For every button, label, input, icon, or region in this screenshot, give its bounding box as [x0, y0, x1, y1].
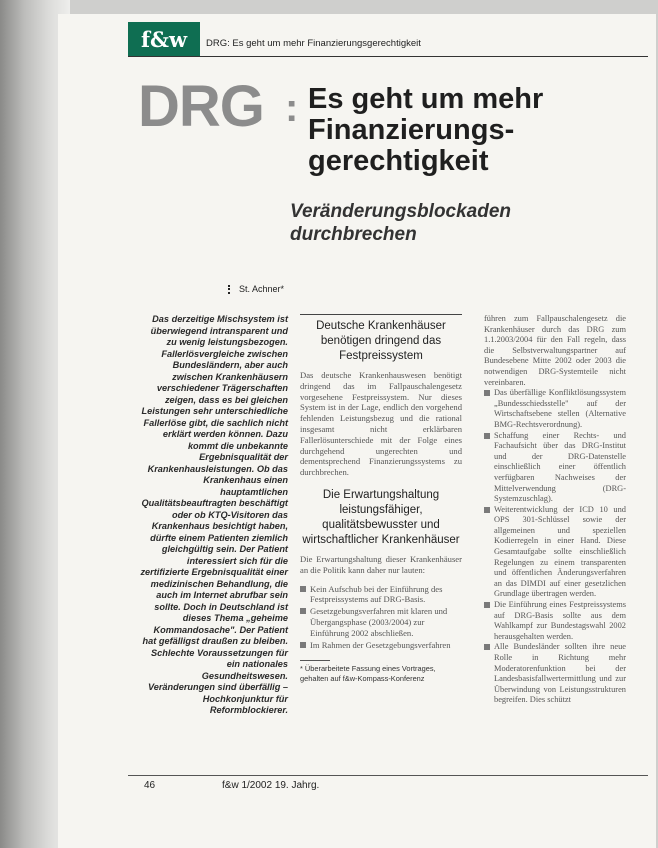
header-divider: [128, 56, 648, 57]
list-item: [484, 505, 626, 600]
square-bullet-icon: [300, 642, 306, 648]
article-subtitle: [290, 200, 620, 246]
author-marker-icon: [228, 285, 233, 294]
subtitle-line: durchbrechen: [290, 224, 417, 245]
square-bullet-icon: [484, 507, 490, 513]
title-acronym: DRG: [138, 74, 264, 139]
square-bullet-icon: [484, 602, 490, 608]
title-line: Finanzierungs-: [308, 114, 515, 146]
list-item-text: Die Einführung eines Festpreissystems auf DRG-Basis sollte aus dem Wahlkampf zur Bundestagswahl 2002 herausgehalten werden.: [494, 600, 626, 641]
list-item: [484, 431, 626, 505]
section-heading: Die Erwartungshaltung leistungsfähiger, qualitätsbewusster und wirtschaftlicher Krankenhäuser: [302, 488, 460, 546]
article-title: [308, 84, 628, 177]
body-paragraph: Die Erwartungshaltung dieser Krankenhäuser an die Politik kann daher nur lauten:: [300, 553, 462, 575]
list-item: [484, 600, 626, 642]
section-heading: Deutsche Krankenhäuser benötigen dringend das Festpreissystem: [300, 314, 462, 370]
square-bullet-icon: [484, 390, 490, 396]
square-bullet-icon: [484, 644, 490, 650]
demands-list-continued: [484, 388, 626, 706]
body-paragraph: führen zum Fallpauschalengesetz die Krankenhäuser durch das DRG zum 1.1.2003/2004 für den Fall regeln, dass die Selbstverwaltungspartner auf Bundesebene Mitte 2002 oder 2003 die notwendigen DRG-Systemteile nicht vereinbaren.: [484, 314, 626, 387]
list-item-text: Kein Aufschub bei der Einführung des Festpreissystems auf DRG-Basis.: [310, 583, 443, 605]
title-colon: :: [285, 86, 299, 130]
journal-citation: f&w 1/2002 19. Jahrg.: [222, 780, 320, 791]
footer-divider: [128, 775, 648, 776]
list-item-text: Schaffung einer Rechts- und Fachaufsicht über das DRG-Institut und der DRG-Datenstelle einschließlich einer öffentlich verfügbaren Nachweises der Mittelverwendung (DRG-Systemzuschlag).: [494, 430, 626, 504]
body-paragraph: Das deutsche Krankenhauswesen benötigt dringend das im Fallpauschalengesetz vorgesehene Festpreissystem. Nur dieses System ist in der Lage, endlich den vorgehend fehlenden Leistungsbezug und die rational insgesamt nicht erklärbaren Fallerlösunterschiede mit der Folge eines durchgehend ungerechten und dementsprechend Finanzierungssystems zu durchbrechen.: [300, 370, 462, 478]
author-line: [228, 284, 284, 294]
footnote: * Überarbeitete Fassung eines Vortrages, gehalten auf f&w-Kompass-Konferenz: [300, 664, 436, 683]
footnote-divider: [300, 660, 330, 661]
subtitle-line: Veränderungsblockaden: [290, 201, 512, 222]
list-item: [484, 642, 626, 706]
list-item: [484, 388, 626, 430]
fw-logo: f&w: [128, 22, 200, 56]
list-item-text: Im Rahmen der Gesetzgebungsverfahren: [310, 639, 451, 650]
author-name: St. Achner*: [239, 284, 285, 294]
list-item: [300, 640, 462, 651]
list-item-text: Gesetzgebungsverfahren mit klaren und Übergangsphase (2003/2004) zur Einführung 2002 abschließen.: [310, 606, 448, 638]
middle-column: [300, 314, 462, 683]
list-item-text: Alle Bundesländer sollten ihre neue Rolle in Richtung mehr Moderatorenfunktion bei der Landesbasisfallwertermittlung und zur Überwindung von Leistungsstrukturen begreifen. Dies schützt: [494, 642, 626, 705]
demands-list: [300, 584, 462, 651]
square-bullet-icon: [300, 608, 306, 614]
page-number: 46: [144, 780, 156, 791]
list-item-text: Das überfällige Konfliktlösungssystem „Bundesschiedsstelle" auf der Wirtschaftsebene stellen (Alternative BMG-Rechtsverordnung).: [494, 388, 626, 429]
square-bullet-icon: [484, 433, 490, 439]
title-line: Es geht um mehr: [308, 83, 544, 115]
title-line: gerechtigkeit: [308, 145, 489, 177]
square-bullet-icon: [300, 586, 306, 592]
list-item-text: Weiterentwicklung der ICD 10 und OPS 301-Schlüssel sowie der allgemeinen und speziellen Kodierregeln in einer Hand. Diese Gesamtaufgabe sollte einschließlich Regelungen zu einem transparenten und öffentlichen Änderungsverfahren an das DIMDI auf einer gesetzlichen Grundlage übertragen werden.: [494, 504, 626, 599]
right-column: [484, 314, 626, 706]
running-header-title: DRG: Es geht um mehr Finanzierungsgerechtigkeit: [206, 38, 421, 49]
list-item: [300, 606, 462, 638]
lead-paragraph: Das derzeitige Mischsystem ist überwiegend intransparent und zu wenig leistungsbezogen. Fallerlösvergleiche zwischen Bundesländern, aber auch zwischen Krankenhäusern verschiedener Trägerschaften zeigen, dass es bei gleichen Leistungen sehr unterschiedliche Fallerlöse gibt, die sachlich nicht erklärt werden können. Dazu kommt die unbekannte Ergebnisqualität der Krankenhausleistungen. Ob das Krankenhaus einen hauptamtlichen Qualitätsbeauftragten beschäftigt oder ob KTQ-Visitoren das Krankenhaus besichtigt haben, dürfte einem Patienten ziemlich gleichgültig sein. Der Patient interessiert sich für die zertifizierte Ergebnisqualität einer medizinischen Behandlung, die auch im Internet abrufbar sein sollte. Doch in Deutschland ist dieses Thema „geheime Kommandosache". Der Patient hat gefälligst draußen zu bleiben. Schlechte Voraussetzungen für ein nationales Gesundheitswesen. Veränderungen sind überfällig – Hochkonjunktur für Reformblockierer.: [140, 314, 288, 715]
list-item: [300, 584, 462, 606]
